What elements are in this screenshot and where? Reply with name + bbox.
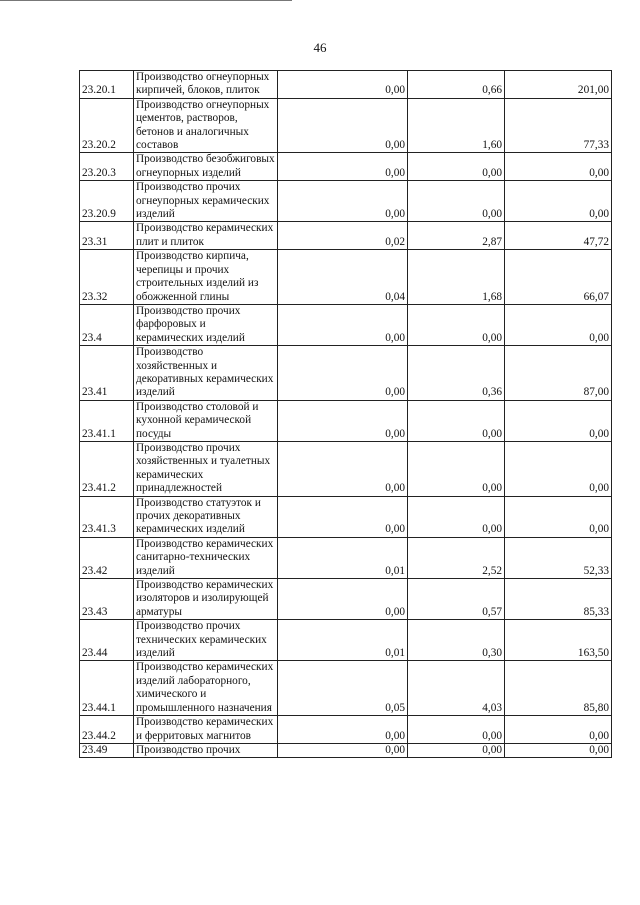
row-code: 23.41.1 (80, 400, 134, 441)
row-value-3: 87,00 (505, 346, 612, 401)
row-value-3: 0,00 (505, 441, 612, 496)
row-value-2: 1,68 (408, 250, 505, 305)
row-value-3: 0,00 (505, 181, 612, 222)
row-code: 23.44 (80, 620, 134, 661)
row-code: 23.31 (80, 222, 134, 250)
row-name: Производство керамических санитарно-технических изделий (134, 537, 278, 578)
row-value-2: 0,00 (408, 743, 505, 757)
row-value-1: 0,00 (278, 98, 408, 153)
row-value-2: 1,60 (408, 98, 505, 153)
row-value-1: 0,01 (278, 537, 408, 578)
row-value-2: 0,30 (408, 620, 505, 661)
row-name: Производство керамических изоляторов и изолирующей арматуры (134, 579, 278, 620)
row-value-3: 47,72 (505, 222, 612, 250)
table-row (80, 579, 612, 620)
activity-table (79, 70, 612, 758)
row-value-3: 163,50 (505, 620, 612, 661)
row-value-2: 0,57 (408, 579, 505, 620)
table-row (80, 153, 612, 181)
row-name: Производство прочих огнеупорных керамических изделий (134, 181, 278, 222)
row-value-1: 0,00 (278, 716, 408, 744)
row-code: 23.42 (80, 537, 134, 578)
row-code: 23.20.2 (80, 98, 134, 153)
table-row (80, 743, 612, 757)
row-value-2: 4,03 (408, 661, 505, 716)
row-code: 23.49 (80, 743, 134, 757)
row-value-1: 0,00 (278, 579, 408, 620)
row-value-2: 2,87 (408, 222, 505, 250)
table-row (80, 346, 612, 401)
row-name: Производство кирпича, черепицы и прочих строительных изделий из обожженной глины (134, 250, 278, 305)
row-code: 23.4 (80, 304, 134, 345)
row-value-3: 0,00 (505, 400, 612, 441)
row-code: 23.41 (80, 346, 134, 401)
row-name: Производство прочих технических керамических изделий (134, 620, 278, 661)
table-row (80, 71, 612, 99)
row-value-2: 0,00 (408, 496, 505, 537)
row-name: Производство статуэток и прочих декоративных керамических изделий (134, 496, 278, 537)
row-value-1: 0,00 (278, 400, 408, 441)
row-value-2: 0,00 (408, 153, 505, 181)
table-row (80, 620, 612, 661)
table-row (80, 304, 612, 345)
row-value-2: 0,00 (408, 400, 505, 441)
row-name: Производство прочих хозяйственных и туалетных керамических принадлежностей (134, 441, 278, 496)
row-value-1: 0,02 (278, 222, 408, 250)
row-code: 23.32 (80, 250, 134, 305)
row-value-2: 0,36 (408, 346, 505, 401)
row-value-1: 0,05 (278, 661, 408, 716)
row-value-2: 0,00 (408, 304, 505, 345)
row-value-3: 201,00 (505, 71, 612, 99)
row-name: Производство керамических и ферритовых магнитов (134, 716, 278, 744)
row-value-3: 85,80 (505, 661, 612, 716)
row-value-1: 0,00 (278, 181, 408, 222)
row-value-2: 0,00 (408, 441, 505, 496)
table-row (80, 98, 612, 153)
table-row (80, 716, 612, 744)
row-name: Производство керамических плит и плиток (134, 222, 278, 250)
table-row (80, 181, 612, 222)
table-row (80, 661, 612, 716)
page-number: 46 (313, 40, 327, 55)
row-value-3: 0,00 (505, 153, 612, 181)
row-value-1: 0,00 (278, 346, 408, 401)
table-row (80, 222, 612, 250)
row-value-3: 85,33 (505, 579, 612, 620)
row-value-3: 0,00 (505, 304, 612, 345)
top-rule (0, 0, 292, 1)
row-value-3: 52,33 (505, 537, 612, 578)
row-value-2: 0,00 (408, 716, 505, 744)
row-code: 23.44.2 (80, 716, 134, 744)
table-row (80, 537, 612, 578)
table-row (80, 441, 612, 496)
row-name: Производство огнеупорных цементов, растворов, бетонов и аналогичных составов (134, 98, 278, 153)
row-value-1: 0,00 (278, 71, 408, 99)
row-value-3: 0,00 (505, 743, 612, 757)
row-name: Производство керамических изделий лабораторного, химического и промышленного назначения (134, 661, 278, 716)
row-value-2: 2,52 (408, 537, 505, 578)
row-value-1: 0,00 (278, 441, 408, 496)
row-name: Производство прочих фарфоровых и керамических изделий (134, 304, 278, 345)
row-code: 23.20.3 (80, 153, 134, 181)
row-code: 23.43 (80, 579, 134, 620)
row-value-2: 0,00 (408, 181, 505, 222)
row-value-1: 0,00 (278, 153, 408, 181)
row-name: Производство хозяйственных и декоративных керамических изделий (134, 346, 278, 401)
row-code: 23.20.1 (80, 71, 134, 99)
row-name: Производство безобжиговых огнеупорных изделий (134, 153, 278, 181)
row-value-1: 0,00 (278, 496, 408, 537)
row-value-2: 0,66 (408, 71, 505, 99)
row-value-1: 0,00 (278, 304, 408, 345)
table-row (80, 496, 612, 537)
row-name: Производство прочих (134, 743, 278, 757)
row-value-1: 0,00 (278, 743, 408, 757)
row-value-3: 0,00 (505, 716, 612, 744)
row-value-3: 77,33 (505, 98, 612, 153)
row-code: 23.44.1 (80, 661, 134, 716)
row-value-3: 0,00 (505, 496, 612, 537)
row-code: 23.20.9 (80, 181, 134, 222)
row-name: Производство столовой и кухонной керамической посуды (134, 400, 278, 441)
row-value-1: 0,04 (278, 250, 408, 305)
row-code: 23.41.3 (80, 496, 134, 537)
row-value-3: 66,07 (505, 250, 612, 305)
table-body (80, 71, 612, 758)
row-name: Производство огнеупорных кирпичей, блоков, плиток (134, 71, 278, 99)
row-value-1: 0,01 (278, 620, 408, 661)
table-row (80, 250, 612, 305)
row-code: 23.41.2 (80, 441, 134, 496)
table-row (80, 400, 612, 441)
